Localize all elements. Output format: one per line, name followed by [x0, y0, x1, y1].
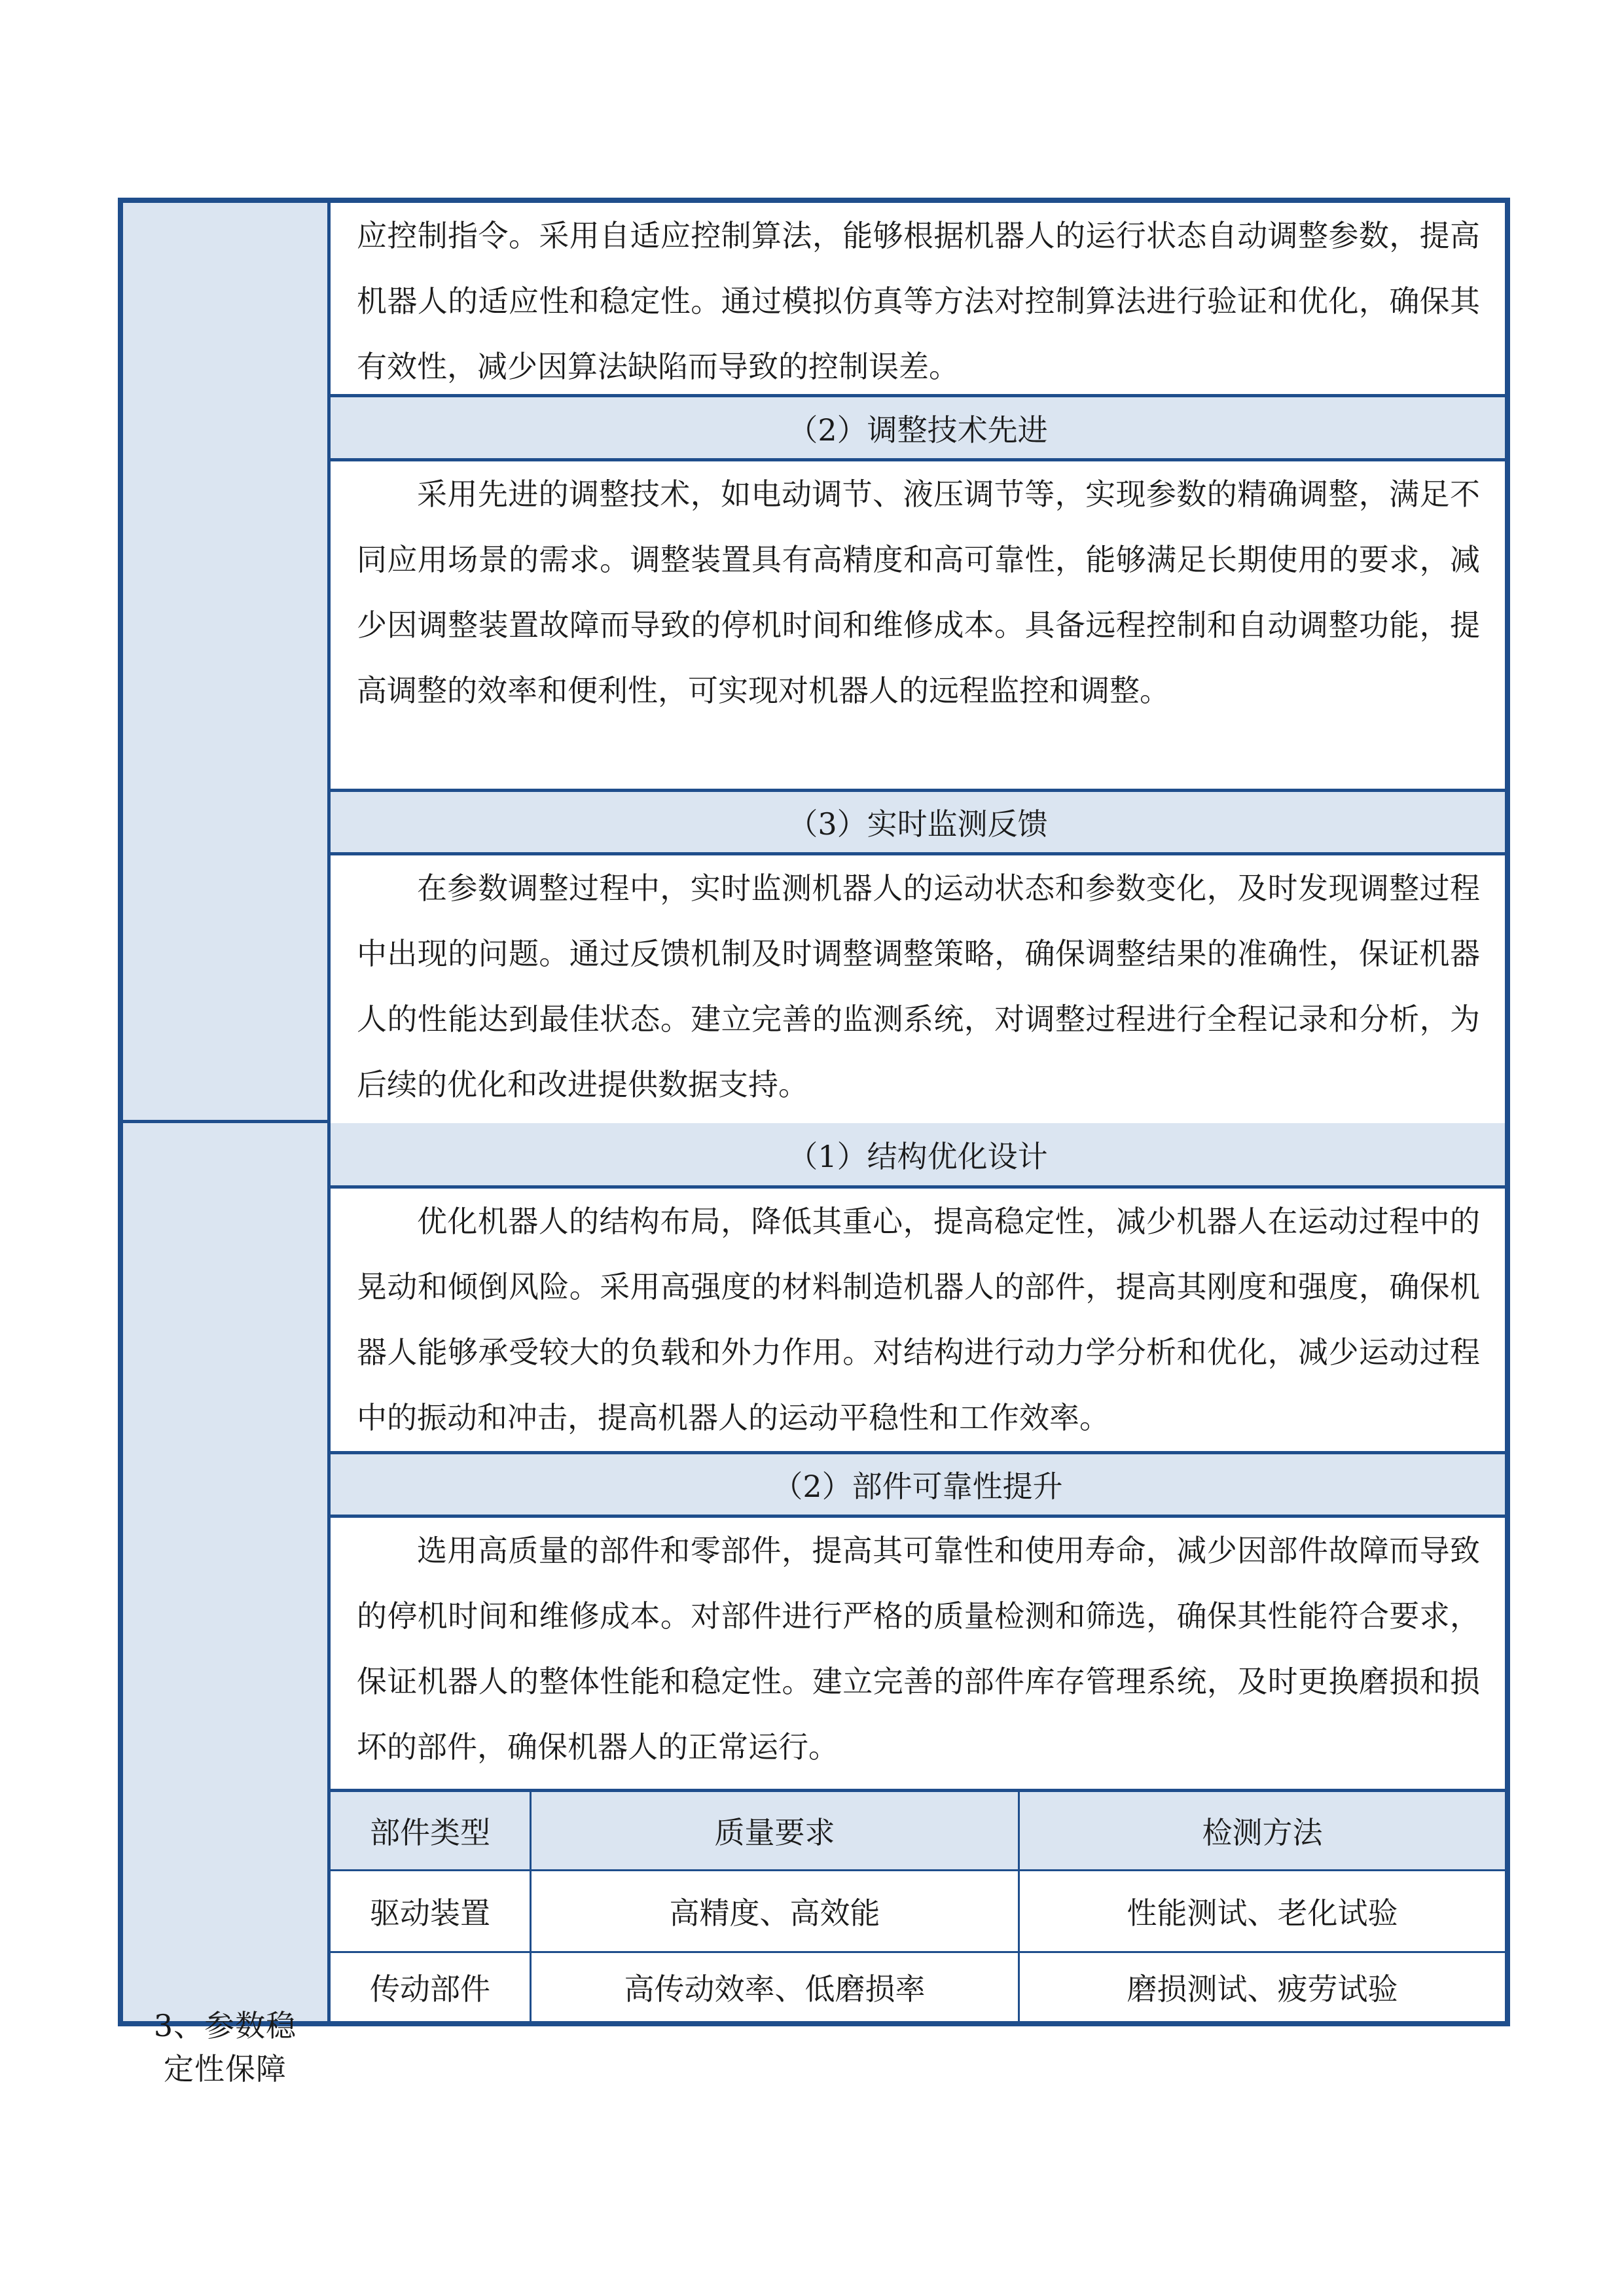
cell-part-type: 驱动装置 — [331, 1871, 532, 1951]
paragraph-structure-optimization: 优化机器人的结构布局，降低其重心，提高稳定性，减少机器人在运动过程中的晃动和倾倒风险。采用高强度的材料制造机器人的部件，提高其刚度和强度，确保机器人能够承受较大的负载和外力作用。对结构进行动力学分析和优化，减少运动过程中的振动和冲击，提高机器人的运动平稳性和工作效率。 — [357, 1204, 1480, 1435]
content-table — [118, 198, 1510, 2087]
cell-test-method: 性能测试、老化试验 — [1127, 1895, 1398, 1931]
parts-table-header-row — [331, 1792, 1505, 1871]
continued-paragraph: 应控制指令。采用自适应控制算法，能够根据机器人的运行状态自动调整参数，提高机器人的适应性和稳定性。通过模拟仿真等方法对控制算法进行验证和优化，确保其有效性，减少因算法缺陷而导致的控制误差。 — [357, 218, 1480, 384]
section-label-cell — [123, 1123, 331, 2087]
parts-table — [331, 1789, 1505, 2021]
section-label-cell-previous — [123, 203, 331, 1123]
header-part-type: 部件类型 — [331, 1792, 532, 1869]
cell-test-method: 磨损测试、疲劳试验 — [1127, 1971, 1398, 2007]
paragraph-realtime-monitoring: 在参数调整过程中，实时监测机器人的运动状态和参数变化，及时发现调整过程中出现的问题。通过反馈机制及时调整调整策略，确保调整结果的准确性，保证机器人的性能达到最佳状态。建立完善的监测系统，对调整过程进行全程记录和分析，为后续的优化和改进提供数据支持。 — [357, 870, 1480, 1102]
cell-quality-requirement: 高传动效率、低磨损率 — [532, 1953, 1020, 2021]
header-quality-requirement: 质量要求 — [532, 1792, 1020, 1869]
subheading-structure-optimization: （1）结构优化设计 — [331, 1123, 1505, 1189]
subheading-component-reliability: （2）部件可靠性提升 — [331, 1451, 1505, 1518]
paragraph-adjustment-technology: 采用先进的调整技术，如电动调节、液压调节等，实现参数的精确调整，满足不同应用场景的需求。调整装置具有高精度和高可靠性，能够满足长期使用的要求，减少因调整装置故障而导致的停机时间和维修成本。具备远程控制和自动调整功能，提高调整的效率和便利性，可实现对机器人的远程监控和调整。 — [357, 476, 1480, 708]
paragraph-component-reliability: 选用高质量的部件和零部件，提高其可靠性和使用寿命，减少因部件故障而导致的停机时间和维修成本。对部件进行严格的质量检测和筛选，确保其性能符合要求，保证机器人的整体性能和稳定性。建立完善的部件库存管理系统，及时更换磨损和损坏的部件，确保机器人的正常运行。 — [357, 1533, 1480, 1765]
table-row — [331, 1871, 1505, 1953]
subheading-realtime-monitoring: （3）实时监测反馈 — [331, 789, 1505, 855]
header-test-method: 检测方法 — [1202, 1815, 1323, 1850]
cell-part-type: 传动部件 — [331, 1953, 532, 2021]
table-row — [331, 1953, 1505, 2021]
section-label: 3、参数稳定性保障 — [153, 2008, 297, 2087]
cell-quality-requirement: 高精度、高效能 — [532, 1871, 1020, 1951]
subheading-adjustment-technology: （2）调整技术先进 — [331, 394, 1505, 461]
